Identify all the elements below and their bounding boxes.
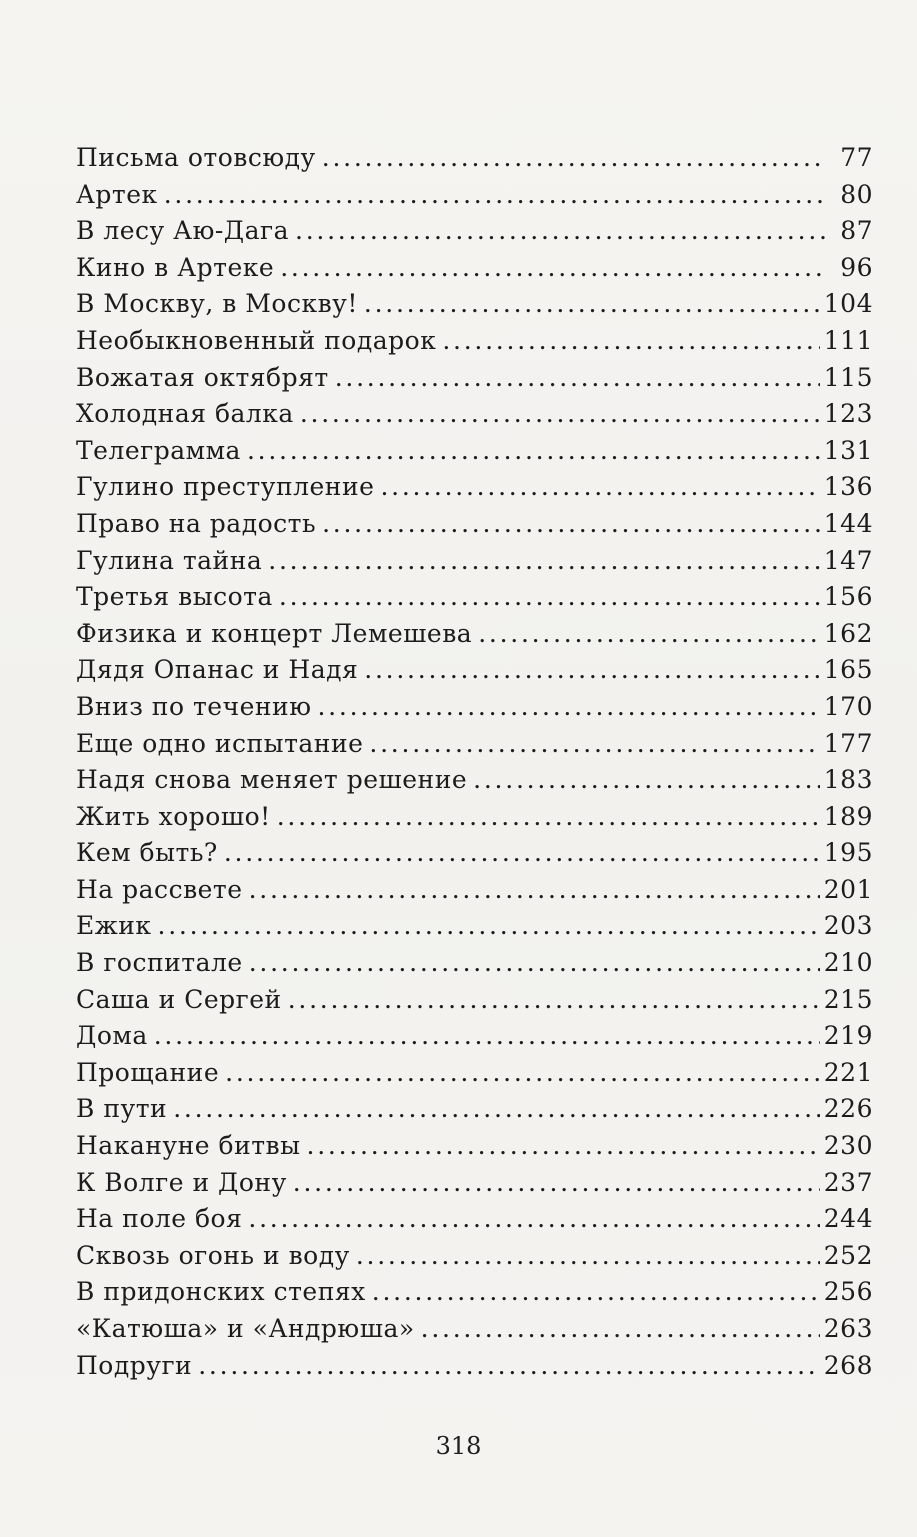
toc-dot-leader (248, 1201, 819, 1238)
toc-entry-page: 221 (823, 1057, 873, 1087)
toc-entry-title: Необыкновенный подарок (76, 325, 437, 355)
toc-entry (76, 835, 873, 872)
toc-entry (76, 323, 873, 360)
toc-entry-title: Ежик (76, 911, 152, 941)
toc-entry (76, 543, 873, 580)
toc-dot-leader (295, 213, 825, 250)
toc-dot-leader (473, 762, 820, 799)
toc-dot-leader (372, 1274, 820, 1311)
toc-dot-leader (164, 177, 825, 214)
toc-dot-leader (300, 396, 820, 433)
toc-entry (76, 360, 873, 397)
toc-entry-page: 268 (823, 1350, 873, 1380)
toc-entry-title: Письма отовсюду (76, 143, 316, 172)
toc-dot-leader (279, 579, 820, 616)
toc-entry-title: Надя снова меняет решение (76, 765, 468, 795)
toc-dot-leader (247, 433, 820, 470)
toc-entry (76, 908, 873, 945)
toc-entry (76, 1201, 873, 1238)
toc-entry (76, 1091, 873, 1128)
toc-entry-page: 104 (823, 289, 873, 319)
toc-entry-title: Холодная балка (76, 399, 294, 429)
toc-entry-page: 162 (823, 618, 873, 648)
toc-entry-title: К Волге и Дону (76, 1167, 287, 1197)
toc-entry-title: Третья высота (76, 582, 273, 612)
toc-entry-title: Прощание (76, 1057, 220, 1087)
toc-dot-leader (158, 908, 820, 945)
toc-dot-leader (322, 140, 825, 177)
toc-entry-title: На рассвете (76, 874, 243, 904)
toc-entry (76, 652, 873, 689)
toc-entry-title: «Катюша» и «Андрюша» (76, 1314, 415, 1343)
toc-dot-leader (307, 1128, 820, 1165)
toc-entry-page: 87 (840, 216, 873, 246)
toc-dot-leader (225, 1055, 820, 1092)
toc-entry-title: В Москву, в Москву! (76, 289, 358, 319)
toc-entry-title: Подруги (76, 1350, 193, 1380)
toc-entry-title: В придонских степях (76, 1277, 366, 1307)
toc-entry-title: Гулино преступление (76, 472, 375, 502)
toc-entry (76, 1238, 873, 1275)
toc-entry-title: В госпитале (76, 948, 243, 978)
toc-entry-title: Вожатая октябрят (76, 362, 329, 392)
toc-entry (76, 726, 873, 763)
toc-entry-title: На поле боя (76, 1204, 243, 1234)
toc-entry (76, 140, 873, 177)
toc-entry-page: 156 (823, 582, 873, 612)
toc-dot-leader (364, 652, 820, 689)
toc-entry (76, 506, 873, 543)
toc-dot-leader (249, 945, 820, 982)
toc-entry-page: 256 (823, 1277, 873, 1307)
toc-entry-page: 136 (823, 472, 873, 502)
toc-entry-page: 203 (823, 911, 873, 941)
toc-entry-title: Телеграмма (76, 435, 241, 465)
toc-entry-page: 201 (823, 874, 873, 904)
toc-entry-title: В лесу Аю-Дага (76, 216, 290, 246)
toc-entry-page: 226 (823, 1094, 873, 1124)
toc-dot-leader (322, 506, 820, 543)
toc-dot-leader (317, 689, 819, 726)
toc-entry-title: Еще одно испытание (76, 728, 364, 758)
toc-entry-page: 131 (823, 435, 873, 465)
toc-dot-leader (268, 543, 819, 580)
toc-dot-leader (154, 1018, 820, 1055)
toc-entry-title: В пути (76, 1094, 168, 1124)
toc-entry (76, 762, 873, 799)
toc-dot-leader (356, 1238, 820, 1275)
toc-dot-leader (224, 835, 820, 872)
toc-entry (76, 286, 873, 323)
toc-entry-page: 123 (823, 399, 873, 429)
table-of-contents (76, 140, 873, 1384)
toc-entry (76, 250, 873, 287)
toc-entry-page: 195 (823, 838, 873, 868)
toc-dot-leader (280, 250, 825, 287)
toc-dot-leader (198, 1348, 820, 1385)
toc-dot-leader (277, 799, 820, 836)
toc-entry (76, 177, 873, 214)
toc-entry-title: Жить хорошо! (76, 801, 271, 831)
toc-entry (76, 1165, 873, 1202)
toc-entry (76, 1055, 873, 1092)
toc-dot-leader (380, 469, 819, 506)
toc-entry-page: 210 (823, 948, 873, 978)
toc-entry-page: 177 (823, 728, 873, 758)
toc-entry (76, 1274, 873, 1311)
toc-entry-title: Саша и Сергей (76, 984, 282, 1014)
toc-entry (76, 945, 873, 982)
toc-dot-leader (442, 323, 819, 360)
toc-entry-page: 80 (840, 179, 873, 209)
toc-entry (76, 799, 873, 836)
toc-entry (76, 396, 873, 433)
toc-entry-title: Кем быть? (76, 838, 218, 868)
toc-entry (76, 872, 873, 909)
toc-entry-title: Сквозь огонь и воду (76, 1240, 350, 1270)
toc-entry-page: 215 (823, 984, 873, 1014)
toc-entry-title: Право на радость (76, 508, 317, 538)
toc-entry-title: Физика и концерт Лемешева (76, 618, 473, 648)
toc-entry (76, 213, 873, 250)
toc-entry-page: 115 (823, 362, 873, 392)
toc-dot-leader (364, 286, 820, 323)
toc-dot-leader (478, 616, 820, 653)
toc-entry (76, 579, 873, 616)
toc-entry-page: 111 (823, 325, 873, 355)
toc-entry-page: 189 (823, 801, 873, 831)
toc-entry-page: 96 (840, 252, 873, 282)
toc-entry-page: 244 (823, 1204, 873, 1234)
toc-entry (76, 433, 873, 470)
toc-dot-leader (421, 1311, 820, 1348)
toc-entry-page: 147 (823, 545, 873, 575)
toc-entry-title: Кино в Артеке (76, 252, 275, 282)
toc-entry-page: 165 (823, 655, 873, 685)
page-number: 318 (435, 1432, 482, 1460)
toc-entry-title: Дома (76, 1021, 148, 1051)
toc-entry-page: 219 (823, 1021, 873, 1051)
toc-entry (76, 689, 873, 726)
toc-entry-page: 252 (823, 1240, 873, 1270)
toc-dot-leader (173, 1091, 820, 1128)
toc-dot-leader (369, 726, 819, 763)
toc-entry-title: Накануне битвы (76, 1131, 301, 1161)
toc-dot-leader (249, 872, 820, 909)
toc-dot-leader (288, 982, 820, 1019)
toc-entry-page: 230 (823, 1131, 873, 1161)
toc-entry-title: Артек (76, 179, 158, 209)
toc-entry-title: Вниз по течению (76, 691, 312, 721)
toc-entry-page: 170 (823, 691, 873, 721)
toc-entry-title: Гулина тайна (76, 545, 263, 575)
toc-entry (76, 1348, 873, 1385)
toc-entry-page: 263 (823, 1314, 873, 1343)
toc-entry-page: 144 (823, 508, 873, 538)
toc-entry-title: Дядя Опанас и Надя (76, 655, 359, 685)
toc-entry (76, 982, 873, 1019)
toc-entry-page: 77 (840, 143, 873, 172)
toc-entry (76, 1311, 873, 1348)
toc-entry (76, 1128, 873, 1165)
toc-entry (76, 1018, 873, 1055)
toc-entry (76, 616, 873, 653)
toc-dot-leader (335, 360, 820, 397)
toc-entry-page: 237 (823, 1167, 873, 1197)
toc-dot-leader (293, 1165, 820, 1202)
toc-entry-page: 183 (823, 765, 873, 795)
toc-entry (76, 469, 873, 506)
